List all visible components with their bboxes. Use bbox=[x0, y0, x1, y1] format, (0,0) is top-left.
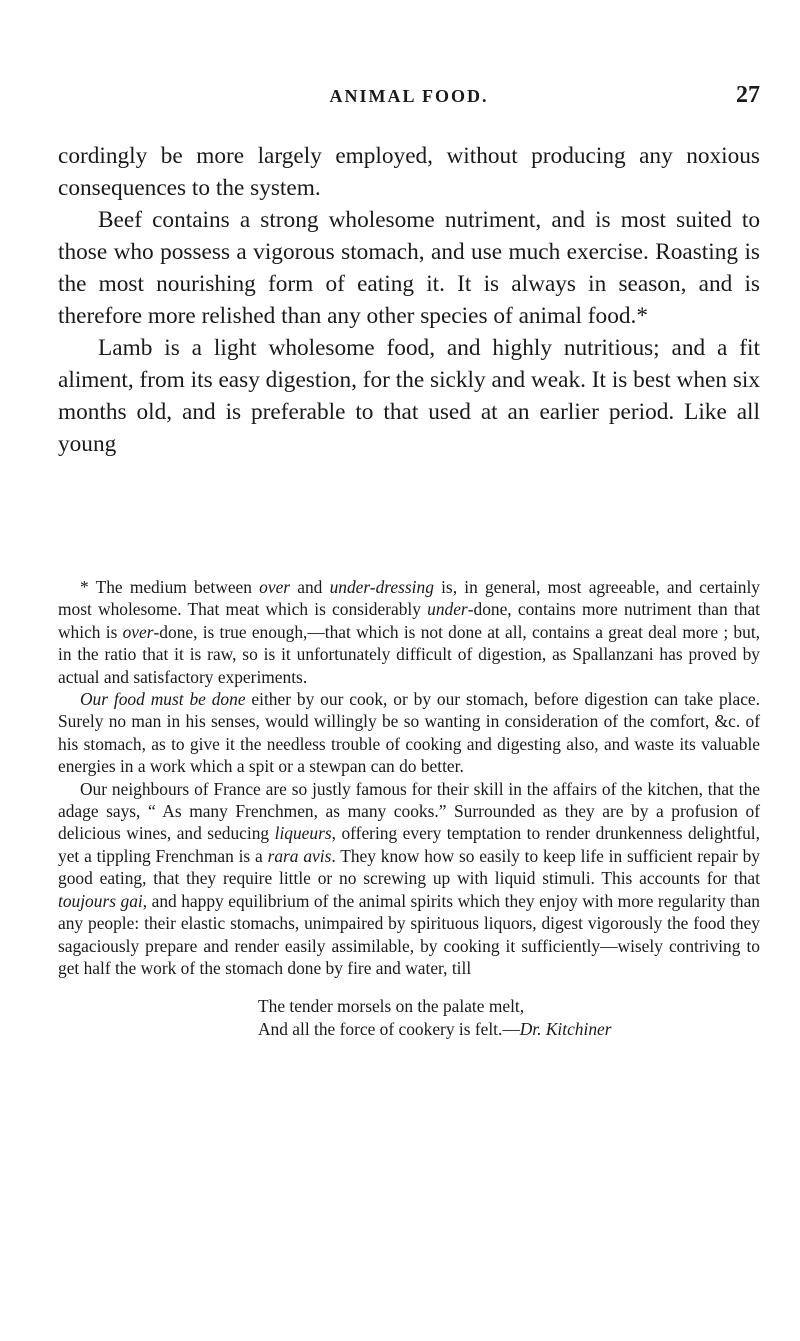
footnote-paragraph-3: Our neighbours of France are so justly famous for their skill in the affairs of the kitchen, that the adage says, “ As many Frenchmen, as many cooks.” Surrounded as they are by a profusion of delicious wines, and seducing liqueurs, offering every temptation to render drunkenness delightful, yet a tippling Frenchman is a rara avis. They know how so easily to keep life in sufficient repair by good eating, that they require little or no screwing up with liquid stimuli. This accounts for that toujours gai, and happy equilibrium of the animal spirits which they enjoy with more regularity than any people: their elastic stomachs, unimpaired by spirituous liquors, digest vigorously the food they sagaciously prepare and render easily assimilable, by cooking it sufficiently—wisely contriving to get half the work of the stomach done by fire and water, till bbox=[58, 778, 760, 978]
paragraph-continuation: cordingly be more largely employed, without producing any noxious consequences to the system. bbox=[58, 143, 760, 201]
paragraph-beef: Beef contains a strong wholesome nutriment, and is most suited to those who possess a vigorous stomach, and use much exercise. Roasting is the most nourishing form of eating it. It is always in season, and is therefore more relished than any other species of animal food.* bbox=[58, 207, 760, 329]
footnote-block bbox=[58, 576, 760, 1040]
verse-author: Dr. Kitchiner bbox=[519, 1018, 612, 1039]
footnote-paragraph-2: Our food must be done either by our cook, or by our stomach, before digestion can take place. Surely no man in his senses, would willingly be so wanting in consideration of the comfort, &c. of his stomach, as to give it the needless trouble of cooking and digesting also, and waste its valuable energies in a work which a spit or a stewpan can do better. bbox=[58, 689, 760, 777]
running-head bbox=[58, 82, 760, 110]
running-title: ANIMAL FOOD. bbox=[329, 86, 489, 106]
paragraph-lamb: Lamb is a light wholesome food, and highly nutritious; and a fit aliment, from its easy digestion, for the sickly and weak. It is best when six months old, and is preferable to that used at an earlier period. Like all young bbox=[58, 335, 761, 457]
footnote-paragraph-1: * The medium between over and under-dressing is, in general, most agreeable, and certainly most wholesome. That meat which is considerably under-done, contains more nutriment than that which is over-done, is true enough,—that which is not done at all, contains a great deal more ; but, in the ratio that it is raw, so is it unfortunately difficult of digestion, as Spallanzani has proved by actual and satisfactory experiments. bbox=[58, 577, 761, 687]
page-number: 27 bbox=[736, 82, 760, 108]
verse-line: The tender morsels on the palate melt, bbox=[258, 996, 525, 1017]
verse-quote bbox=[58, 995, 760, 1040]
verse-line: And all the force of cookery is felt.—Dr. Kitchiner bbox=[258, 1018, 612, 1039]
body-text bbox=[58, 140, 760, 460]
